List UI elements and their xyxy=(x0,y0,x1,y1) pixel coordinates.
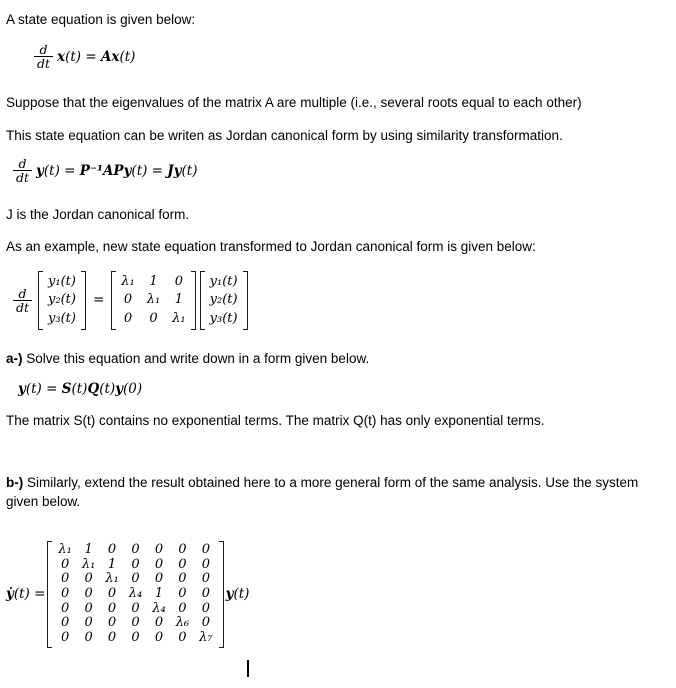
paragraph-intro: A state equation is given below: xyxy=(6,12,196,27)
matrix-cell: y₃(t) xyxy=(209,310,238,326)
matrix-cell: 1 xyxy=(149,273,158,289)
matrix-cell: 0 xyxy=(61,600,70,616)
matrix-cell: 0 xyxy=(131,571,140,587)
paragraph-part-a xyxy=(6,350,670,368)
matrix-cell: 0 xyxy=(174,273,184,289)
text-segment: Ax xyxy=(100,48,120,65)
text-cursor xyxy=(247,660,249,677)
paragraph-jordan-form: J is the Jordan canonical form. xyxy=(6,207,190,223)
equation-solution-body xyxy=(18,381,142,397)
matrix-cell: 0 xyxy=(178,541,187,557)
matrix-cell: λ₁ xyxy=(81,556,96,572)
text-segment: ẏ xyxy=(6,586,14,603)
bracket-right xyxy=(191,271,196,330)
paragraph-jordan-transform: This state equation can be writen as Jordan canonical form by using similarity transformation. xyxy=(6,127,563,143)
matrix-cell: 0 xyxy=(154,556,164,572)
text-segment: (t) = xyxy=(13,586,46,603)
matrix-cell: 0 xyxy=(178,571,187,587)
matrix-cell: 0 xyxy=(84,615,93,631)
fraction-d-dt xyxy=(13,287,32,314)
equation-similarity-body xyxy=(36,163,197,179)
text-segment: (t) xyxy=(119,48,136,65)
matrix-cell: λ₄ xyxy=(128,585,143,601)
matrix-cell: 0 xyxy=(178,585,187,601)
bracket-right xyxy=(219,541,224,648)
matrix-cell: 0 xyxy=(201,615,210,631)
paragraph-example: As an example, new state equation transformed to Jordan canonical form is given below: xyxy=(6,239,536,255)
matrix-cell: y₂(t) xyxy=(48,292,76,308)
text-segment: y xyxy=(225,586,234,603)
text-segment: y xyxy=(18,381,26,398)
matrix-cell: 0 xyxy=(61,629,70,645)
equation-jordan-example xyxy=(13,271,670,330)
state-vector-right xyxy=(200,271,248,330)
equation-general-lhs xyxy=(6,586,45,602)
matrix-cell: 0 xyxy=(131,629,140,645)
matrix-cell: y₂(t) xyxy=(209,292,238,308)
matrix-cell: y₁(t) xyxy=(209,273,238,289)
matrix-cell: 0 xyxy=(131,600,140,616)
fraction-d-dt xyxy=(34,43,53,70)
matrix-cell: 0 xyxy=(154,629,164,645)
matrix-cell: 1 xyxy=(107,556,117,572)
bracket-right xyxy=(243,271,248,330)
fraction-denominator: dt xyxy=(13,300,32,314)
fraction-numerator: d xyxy=(18,285,27,301)
equation-general-system xyxy=(6,541,670,648)
matrix-cell: 0 xyxy=(131,556,140,572)
text-segment: (t) = xyxy=(43,162,80,179)
text-segment: Similarly, extend the result obtained here to a more general form of the same analysis. Use the system given below. xyxy=(6,475,639,509)
matrix-cell: 0 xyxy=(131,615,140,631)
matrix-cell: 0 xyxy=(154,571,164,587)
text-segment: S xyxy=(61,381,72,398)
jordan-matrix-3x3 xyxy=(111,271,195,330)
matrix-cell: 0 xyxy=(149,310,158,326)
matrix-cell: 0 xyxy=(107,585,117,601)
matrix-cell: λ₆ xyxy=(175,615,190,631)
matrix-cell: 0 xyxy=(123,292,133,308)
matrix-cell: 0 xyxy=(201,556,210,572)
equation-state xyxy=(34,43,670,70)
text-segment: (t) = xyxy=(25,381,62,398)
bracket-right xyxy=(81,271,86,330)
matrix-cell: 0 xyxy=(84,600,93,616)
text-segment: x xyxy=(57,48,66,65)
text-segment: (t) = xyxy=(65,48,101,65)
text-segment: y xyxy=(36,162,44,179)
matrix-cell: 0 xyxy=(107,600,117,616)
equation-state-body xyxy=(57,49,135,65)
equation-general-rhs xyxy=(226,586,250,602)
matrix-cell: 0 xyxy=(84,585,93,601)
text-segment: (t) = xyxy=(131,162,168,179)
matrix-cell: 1 xyxy=(84,541,93,557)
matrix-cell: λ₁ xyxy=(146,292,161,308)
matrix-cell: 0 xyxy=(61,585,70,601)
equals-sign: = xyxy=(92,292,105,309)
text-segment: (t) xyxy=(71,381,88,398)
fraction-denominator: dt xyxy=(13,170,32,184)
matrix-cell: λ₇ xyxy=(199,629,213,645)
matrix-cell: 0 xyxy=(178,629,187,645)
matrix-cell: λ₁ xyxy=(58,541,72,557)
matrix-cell: 0 xyxy=(131,541,140,557)
matrix-cell: y₁(t) xyxy=(48,273,76,289)
matrix-cell: 0 xyxy=(107,629,117,645)
fraction-denominator: dt xyxy=(34,56,53,70)
matrix-cell: λ₄ xyxy=(152,600,166,616)
equation-solution-form xyxy=(18,381,670,397)
text-segment: (0) xyxy=(123,381,143,398)
matrix-cell: 0 xyxy=(201,585,210,601)
matrix-cell: 0 xyxy=(61,615,70,631)
fraction-d-dt xyxy=(13,157,32,184)
text-segment: P⁻¹APy xyxy=(79,162,132,179)
matrix-cell: 0 xyxy=(84,571,93,587)
jordan-matrix-7x7 xyxy=(47,541,223,648)
matrix-cell: 0 xyxy=(201,541,210,557)
matrix-cell: 0 xyxy=(154,541,164,557)
text-segment: Q xyxy=(87,381,100,398)
matrix-cell: λ₁ xyxy=(121,273,135,289)
text-segment: Jy xyxy=(167,162,182,179)
text-segment: (t) xyxy=(233,586,250,603)
matrix-cell: λ₁ xyxy=(105,571,119,587)
text-segment: (t) xyxy=(99,381,116,398)
matrix-cell: 1 xyxy=(174,292,184,308)
text-segment: a-) xyxy=(6,350,27,366)
matrix-cell: 1 xyxy=(154,585,164,601)
matrix-cell: 0 xyxy=(61,556,70,572)
matrix-cell: 0 xyxy=(201,600,210,616)
matrix-cell: 0 xyxy=(84,629,93,645)
text-segment: b-) xyxy=(6,475,27,491)
fraction-numerator: d xyxy=(18,155,27,171)
matrix-cell: 0 xyxy=(201,571,210,587)
matrix-cell: 0 xyxy=(123,310,133,326)
paragraph-matrix-terms: The matrix S(t) contains no exponential terms. The matrix Q(t) has only exponential terms. xyxy=(6,413,545,429)
text-segment: (t) xyxy=(181,162,198,179)
text-segment: Solve this equation and write down in a form given below. xyxy=(26,350,370,366)
paragraph-eigenvalues: Suppose that the eigenvalues of the matrix A are multiple (i.e., several roots equal to each other) xyxy=(6,95,582,111)
matrix-cell: 0 xyxy=(154,615,164,631)
matrix-cell: 0 xyxy=(178,556,187,572)
fraction-numerator: d xyxy=(39,42,48,58)
matrix-cell: λ₁ xyxy=(172,310,186,326)
matrix-cell: 0 xyxy=(61,571,70,587)
paragraph-part-b xyxy=(6,474,666,510)
matrix-cell: y₃(t) xyxy=(48,310,76,326)
equation-similarity xyxy=(13,157,670,184)
matrix-cell: 0 xyxy=(107,541,117,557)
state-vector-left xyxy=(38,271,86,330)
matrix-cell: 0 xyxy=(178,600,187,616)
matrix-cell: 0 xyxy=(107,615,117,631)
text-segment: y xyxy=(115,381,124,398)
